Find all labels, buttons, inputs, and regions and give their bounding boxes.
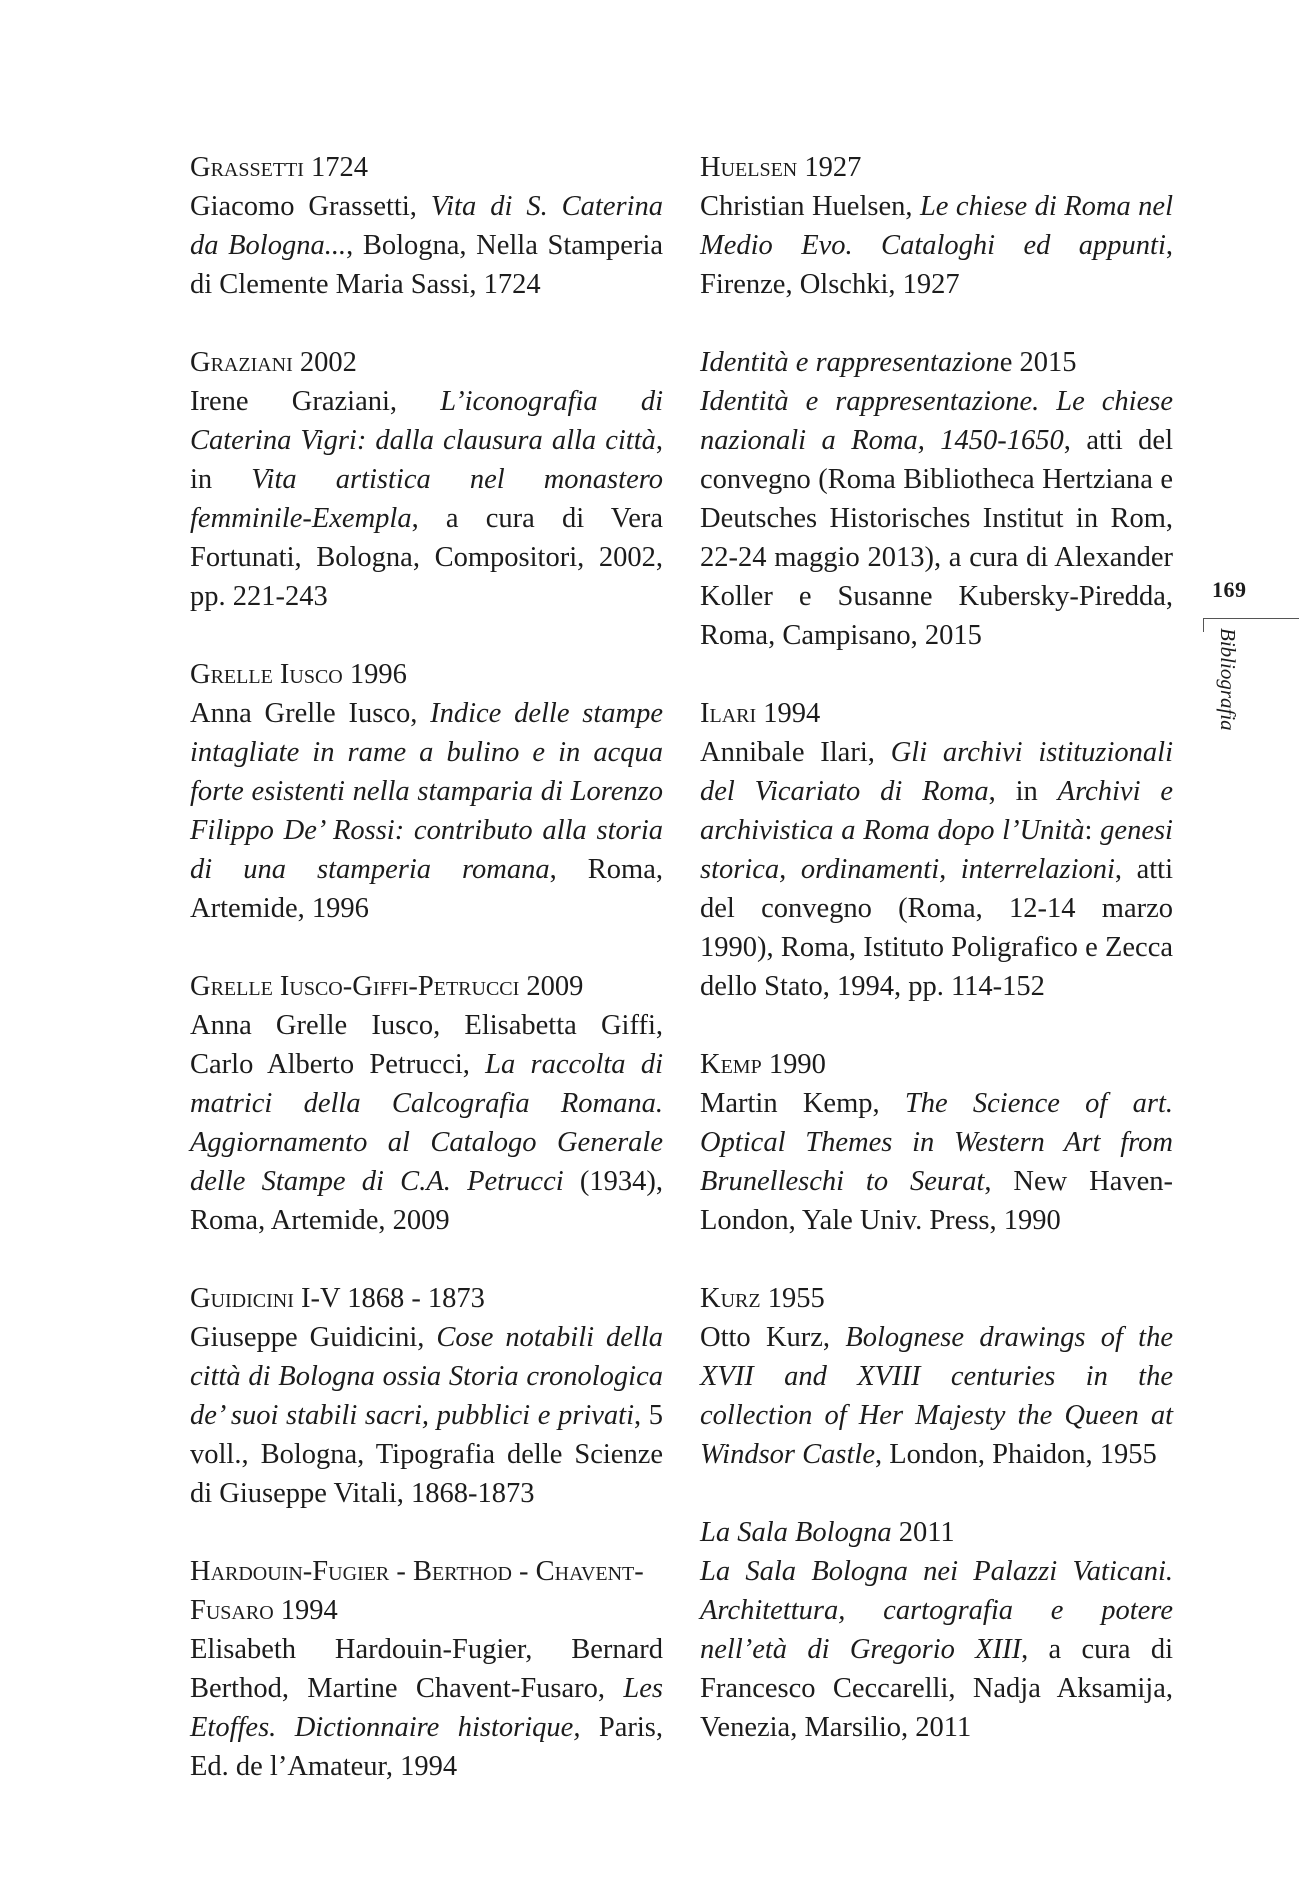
citation-text: Elisabeth Hardouin-Fugier, Bernard Berthod, Martine Chavent-Fusaro, [190,1634,663,1704]
citation-text: , Firenze, Olschki, 1927 [700,230,1173,300]
entry-heading-part: e 2015 [999,347,1077,378]
entry-citation [190,1630,663,1786]
bibliography-entry [700,694,1173,1006]
bibliography-column-left [190,148,663,1825]
citation-text: , atti del convegno (Roma Bibliotheca Hertziana e Deutsches Historisches Institut in Rom, 22-24 maggio 2013), a cura di Alexander Koller e Susanne Kubersky-Piredda, Roma, Campisano, 2015 [700,425,1173,651]
citation-title: L’iconografia di Caterina Vigri: dalla clausura alla città [190,386,664,456]
entry-citation [190,187,663,304]
entry-citation [190,382,663,616]
entry-heading: Kemp 1990 [700,1049,826,1080]
citation-title: Les Etoffes. Dictionnaire historique, [190,1673,663,1743]
entry-citation [700,1318,1173,1474]
citation-text: Christian Huelsen, [700,191,920,222]
entry-heading: Grelle Iusco-Giffi-Petrucci 2009 [190,971,584,1002]
citation-title: genesi storica, ordinamenti, interrelazioni [700,815,1173,885]
citation-title: Identità e rappresentazione. Le chiese nazionali a Roma, 1450-1650 [700,386,1173,456]
citation-title: La raccolta di matrici della Calcografia Romana. Aggiornamento al Catalogo Generale delle Stampe di C.A. Petrucci [190,1049,663,1197]
citation-text: , Bologna, Nella Stamperia di Clemente Maria Sassi, 1724 [190,230,664,300]
bibliography-entry [190,967,663,1240]
bibliography-column-right [700,148,1173,1786]
entry-citation [700,382,1173,655]
entry-heading: Grelle Iusco 1996 [190,659,407,690]
citation-text: , New Haven-London, Yale Univ. Press, 1990 [700,1166,1173,1236]
citation-text: , Roma, Artemide, 1996 [190,854,663,924]
citation-title: Vita artistica nel monastero femminile-Exempla [190,464,664,534]
entry-citation [190,1006,663,1240]
entry-heading [700,343,1173,382]
citation-text: Martin Kemp, [700,1088,905,1119]
citation-text: , 5 voll., Bologna, Tipografia delle Scienze di Giuseppe Vitali, 1868-1873 [190,1400,663,1509]
citation-text: Otto Kurz, [700,1322,846,1353]
citation-text: Annibale Ilari, [700,737,891,768]
citation-text: (1934), Roma, Artemide, 2009 [190,1166,663,1236]
entry-heading: Grassetti 1724 [190,152,369,183]
entry-citation [700,1552,1173,1747]
bibliography-entry [190,655,663,928]
citation-text: Irene Graziani, [190,386,441,417]
side-rule [1204,618,1299,619]
citation-text: , atti del convegno (Roma, 12-14 marzo 1990), Roma, Istituto Poligrafico e Zecca dello Stato, 1994, pp. 114-152 [700,854,1174,1002]
entry-citation [700,733,1173,1006]
bibliography-entry [190,148,663,304]
bibliography-entry [190,343,663,616]
bibliography-entry [190,1279,663,1513]
entry-citation [700,187,1173,304]
citation-title: Vita di S. Caterina da Bologna... [190,191,664,261]
bibliography-entry [700,343,1173,655]
citation-text: , a cura di Francesco Ceccarelli, Nadja Aksamija, Venezia, Marsilio, 2011 [700,1634,1174,1743]
citation-text: , a cura di Vera Fortunati, Bologna, Compositori, 2002, pp. 221-243 [190,503,663,612]
bibliography-entry [700,1045,1173,1240]
citation-text: Anna Grelle Iusco, [190,698,431,729]
bibliography-entry [700,1279,1173,1474]
citation-text: Anna Grelle Iusco, Elisabetta Giffi, Carlo Alberto Petrucci, [190,1010,663,1080]
citation-text: , London, Phaidon, 1955 [874,1439,1157,1470]
bibliography-entry [700,1513,1173,1747]
entry-heading-part: Identità e rappresentazion [700,347,1000,378]
citation-title: Le chiese di Roma nel Medio Evo. Cataloghi ed appunti [700,191,1174,261]
citation-text: , in [190,425,663,495]
entry-citation [190,694,663,928]
citation-title: Archivi e archivistica a Roma dopo l’Unità [700,776,1173,846]
citation-text: : [1084,815,1101,846]
bibliography-entry [700,148,1173,304]
citation-text: , in [988,776,1058,807]
entry-heading [700,1513,1173,1552]
section-label: Bibliografia [1216,628,1240,731]
citation-title: Bolognese drawings of the XVII and XVIII centuries in the collection of Her Majesty the Queen at Windsor Castle [700,1322,1173,1470]
citation-title: Indice delle stampe intagliate in rame a bulino e in acqua forte esistenti nella stamparia di Lorenzo Filippo De’ Rossi: contributo alla storia di una stamperia romana [190,698,664,885]
entry-heading: Guidicini I-V 1868 - 1873 [190,1283,485,1314]
page-number: 169 [1212,577,1247,602]
citation-title: Cose notabili della città di Bologna ossia Storia cronologica de’ suoi stabili sacri, pubblici e privati [190,1322,663,1431]
bibliography-entry [190,1552,663,1786]
entry-heading-part: 2011 [891,1517,955,1548]
citation-title: Gli archivi istituzionali del Vicariato di Roma [700,737,1174,807]
citation-text: Giuseppe Guidicini, [190,1322,437,1353]
citation-text: Giacomo Grassetti, [190,191,431,222]
side-rule-tick [1203,618,1204,632]
entry-heading: Kurz 1955 [700,1283,825,1314]
entry-heading: Graziani 2002 [190,347,357,378]
entry-heading-part: La Sala Bologna [700,1517,892,1548]
citation-title: La Sala Bologna nei Palazzi Vaticani. Architettura, cartografia e potere nell’età di Gregorio XIII [700,1556,1173,1665]
entry-heading: Huelsen 1927 [700,152,862,183]
citation-text: Paris, Ed. de l’Amateur, 1994 [190,1712,664,1782]
entry-citation [700,1084,1173,1240]
entry-citation [190,1318,663,1513]
entry-heading: Ilari 1994 [700,698,821,729]
citation-title: The Science of art. Optical Themes in Western Art from Brunelleschi to Seurat [700,1088,1173,1197]
entry-heading: Hardouin-Fugier - Berthod - Chavent-Fusaro 1994 [190,1556,644,1626]
